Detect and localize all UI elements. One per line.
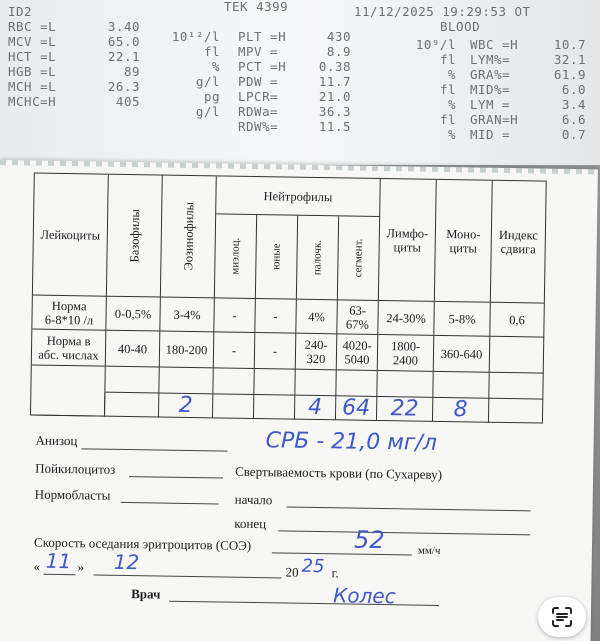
poikilocytosis-label: Пойкилоцитоз — [35, 460, 116, 477]
text-scan-button[interactable] — [538, 597, 586, 637]
analyzer-printout — [0, 0, 600, 165]
date-quote-open: « — [33, 558, 41, 574]
wbc-param-value: 6.0 — [561, 82, 586, 97]
esr-label: Скорость оседания эритроцитов (СОЭ) — [33, 534, 252, 553]
blank-cell — [295, 370, 336, 397]
leukocyte-table — [30, 173, 547, 424]
wbc-param-unit: % — [447, 97, 456, 112]
handwritten-count-cell — [105, 393, 159, 418]
wbc-param-name: LYM = — [470, 97, 511, 112]
header-lymphocytes: Лимфо- циты — [379, 179, 437, 302]
plt-param-value: 0.38 — [318, 59, 351, 74]
normoblasts-label: Нормобласты — [34, 486, 111, 503]
plt-param-value: 11.5 — [318, 119, 351, 134]
hand-label-cell — [31, 392, 105, 417]
norm-cell: 24-30% — [378, 301, 435, 336]
plt-param-unit: fl — [203, 44, 220, 59]
header-eosinophils — [161, 176, 217, 299]
wbc-param-value: 3.4 — [561, 97, 586, 112]
crp-handwritten: СРБ - 21,0 мг/л — [265, 428, 438, 456]
text-scan-icon — [550, 605, 574, 629]
plt-param-value: 430 — [326, 29, 351, 44]
abs-cell: 4020- 5040 — [337, 334, 379, 371]
plt-param-value: 36.3 — [318, 104, 351, 119]
leukocyte-formula-form — [0, 160, 598, 641]
blank-cell — [254, 369, 295, 396]
anisocytosis-line — [81, 448, 227, 451]
rbc-param-value: 89 — [123, 64, 140, 79]
header-myelocytes — [215, 214, 257, 299]
doctor-line — [169, 601, 439, 606]
header-shift-index: Индекс сдвига — [491, 181, 547, 304]
plt-param-unit: % — [211, 59, 220, 74]
norm-cell: 5-8% — [434, 302, 491, 337]
date-quote-close: » — [77, 559, 85, 575]
header-segmented-text: сегмент. — [352, 238, 365, 278]
abs-cell: 240- 320 — [296, 334, 338, 371]
handwritten-count-cell: 8 — [433, 398, 489, 423]
blank-cell — [159, 368, 213, 395]
handwritten-count-cell: 22 — [377, 397, 433, 422]
blank-cell — [336, 370, 377, 397]
wbc-param-value: 32.1 — [553, 52, 586, 67]
clotting-start-label: начало — [234, 491, 273, 508]
norm-cell: 3-4% — [160, 298, 215, 333]
esr-value: 52 — [353, 525, 385, 555]
plt-param-unit: g/l — [195, 104, 220, 119]
rbc-param-value: 26.3 — [107, 79, 140, 94]
sample-id: ID2 — [8, 4, 33, 19]
plt-param-name: RDWa= — [238, 104, 279, 119]
wbc-param-name: LYM%= — [470, 52, 511, 67]
abs-cell: - — [214, 332, 256, 369]
wbc-param-unit: 10⁹/l — [415, 37, 456, 52]
wbc-param-name: GRAN=H — [470, 112, 519, 127]
header-eosinophils-text: Эозинофилы — [180, 202, 196, 271]
wbc-param-value: 10.7 — [553, 37, 586, 52]
row-norm-label: Норма 6-8*10 /л — [32, 296, 107, 331]
header-segmented — [338, 216, 380, 301]
plt-param-value: 8.9 — [326, 44, 351, 59]
rbc-param-name: MCHC=H — [8, 94, 57, 109]
plt-param-name: PLT =H — [238, 29, 287, 44]
abs-cell: 40-40 — [106, 331, 161, 368]
plt-param-name: MPV = — [238, 44, 279, 59]
header-band-text: палочк. — [311, 239, 324, 276]
date-month: 12 — [113, 549, 140, 575]
rbc-param-name: HGB =L — [8, 64, 57, 79]
wbc-param-name: MID = — [470, 127, 511, 142]
blank-cell — [433, 372, 489, 399]
rbc-param-name: RBC =L — [8, 19, 57, 34]
norm-cell: 0-0,5% — [106, 297, 161, 332]
header-myelocytes-text: миэлоц. — [229, 237, 242, 275]
wbc-param-unit: fl — [439, 112, 456, 127]
rbc-param-name: HCT =L — [8, 49, 57, 64]
wbc-param-name: WBC =H — [470, 37, 519, 52]
date-day: 11 — [45, 548, 72, 574]
date-year: 25 — [301, 555, 325, 578]
wbc-param-unit: fl — [439, 82, 456, 97]
wbc-param-name: MID%= — [470, 82, 511, 97]
blank-cell — [213, 368, 254, 395]
print-datetime: 11/12/2025 19:29:53 OT — [354, 4, 531, 19]
rbc-param-name: MCV =L — [8, 34, 57, 49]
rbc-param-value: 3.40 — [107, 19, 140, 34]
abs-cell — [490, 337, 545, 374]
header-leukocytes: Лейкоциты — [33, 174, 109, 297]
plt-param-value: 21.0 — [318, 89, 351, 104]
plt-param-name: RDW%= — [238, 119, 279, 134]
wbc-param-unit: % — [447, 127, 456, 142]
plt-param-name: PDW = — [238, 74, 279, 89]
doctor-signature: Колес — [333, 583, 396, 609]
rbc-param-name: MCH =L — [8, 79, 57, 94]
header-basophils — [107, 175, 163, 298]
anisocytosis-label: Анизоц — [35, 432, 78, 449]
plt-param-unit: g/l — [195, 74, 220, 89]
abs-cell: - — [255, 333, 297, 370]
date-day-line — [43, 574, 75, 576]
esr-line — [272, 552, 412, 555]
norm-cell: 4% — [296, 300, 338, 335]
clotting-end-label: конец — [234, 515, 267, 532]
sample-type: BLOOD — [440, 19, 481, 34]
normoblasts-line — [121, 502, 219, 505]
plt-param-name: PCT =H — [238, 59, 287, 74]
header-neutrophils: Нейтрофилы — [216, 176, 381, 217]
wbc-param-unit: fl — [439, 52, 456, 67]
header-monocytes: Моно- циты — [435, 180, 493, 303]
esr-unit: мм/ч — [417, 544, 441, 557]
date-year-suffix: г. — [331, 565, 339, 581]
abs-cell: 180-200 — [160, 332, 215, 369]
wbc-param-unit: % — [447, 67, 456, 82]
rbc-param-value: 22.1 — [107, 49, 140, 64]
handwritten-count-cell — [254, 395, 295, 420]
wbc-param-name: GRA%= — [470, 67, 511, 82]
wbc-param-value: 6.6 — [561, 112, 586, 127]
norm-cell: 63- 67% — [337, 300, 379, 335]
clotting-start-line — [287, 507, 531, 512]
header-basophils-text: Базофилы — [126, 208, 142, 263]
device-name: TEK 4399 — [224, 0, 289, 14]
rbc-param-value: 65.0 — [107, 34, 140, 49]
plt-param-value: 11.7 — [318, 74, 351, 89]
clotting-label: Свертываемость крови (по Сухареву) — [235, 463, 443, 482]
doctor-label: Врач — [131, 586, 161, 602]
plt-param-unit: 10¹²/l — [171, 29, 220, 44]
handwritten-count-cell — [489, 399, 543, 424]
handwritten-count-cell — [213, 394, 254, 419]
handwritten-count-cell: 2 — [159, 394, 213, 419]
blank-cell — [489, 373, 543, 400]
norm-cell: - — [214, 298, 256, 333]
clotting-end-line — [278, 530, 530, 535]
norm-cell: 0,6 — [490, 303, 545, 338]
plt-param-unit: pg — [203, 89, 220, 104]
row-abs-label: Норма в абс. числах — [32, 330, 107, 367]
handwritten-count-cell: 4 — [295, 396, 336, 421]
header-young-text: юные — [270, 243, 283, 271]
header-band — [297, 216, 339, 301]
wbc-param-value: 0.7 — [561, 127, 586, 142]
wbc-param-value: 61.9 — [553, 67, 586, 82]
date-year-prefix: 20 — [285, 564, 299, 580]
header-young — [256, 215, 298, 300]
blank-cell — [377, 371, 433, 398]
handwritten-count-cell: 64 — [336, 396, 377, 421]
poikilocytosis-line — [129, 476, 223, 478]
abs-cell: 360-640 — [434, 336, 491, 373]
date-month-line — [93, 575, 281, 579]
plt-param-name: LPCR= — [238, 89, 279, 104]
abs-cell: 1800- 2400 — [378, 335, 435, 372]
blank-cell — [105, 367, 159, 394]
norm-cell: - — [255, 299, 297, 334]
rbc-param-value: 405 — [115, 94, 140, 109]
